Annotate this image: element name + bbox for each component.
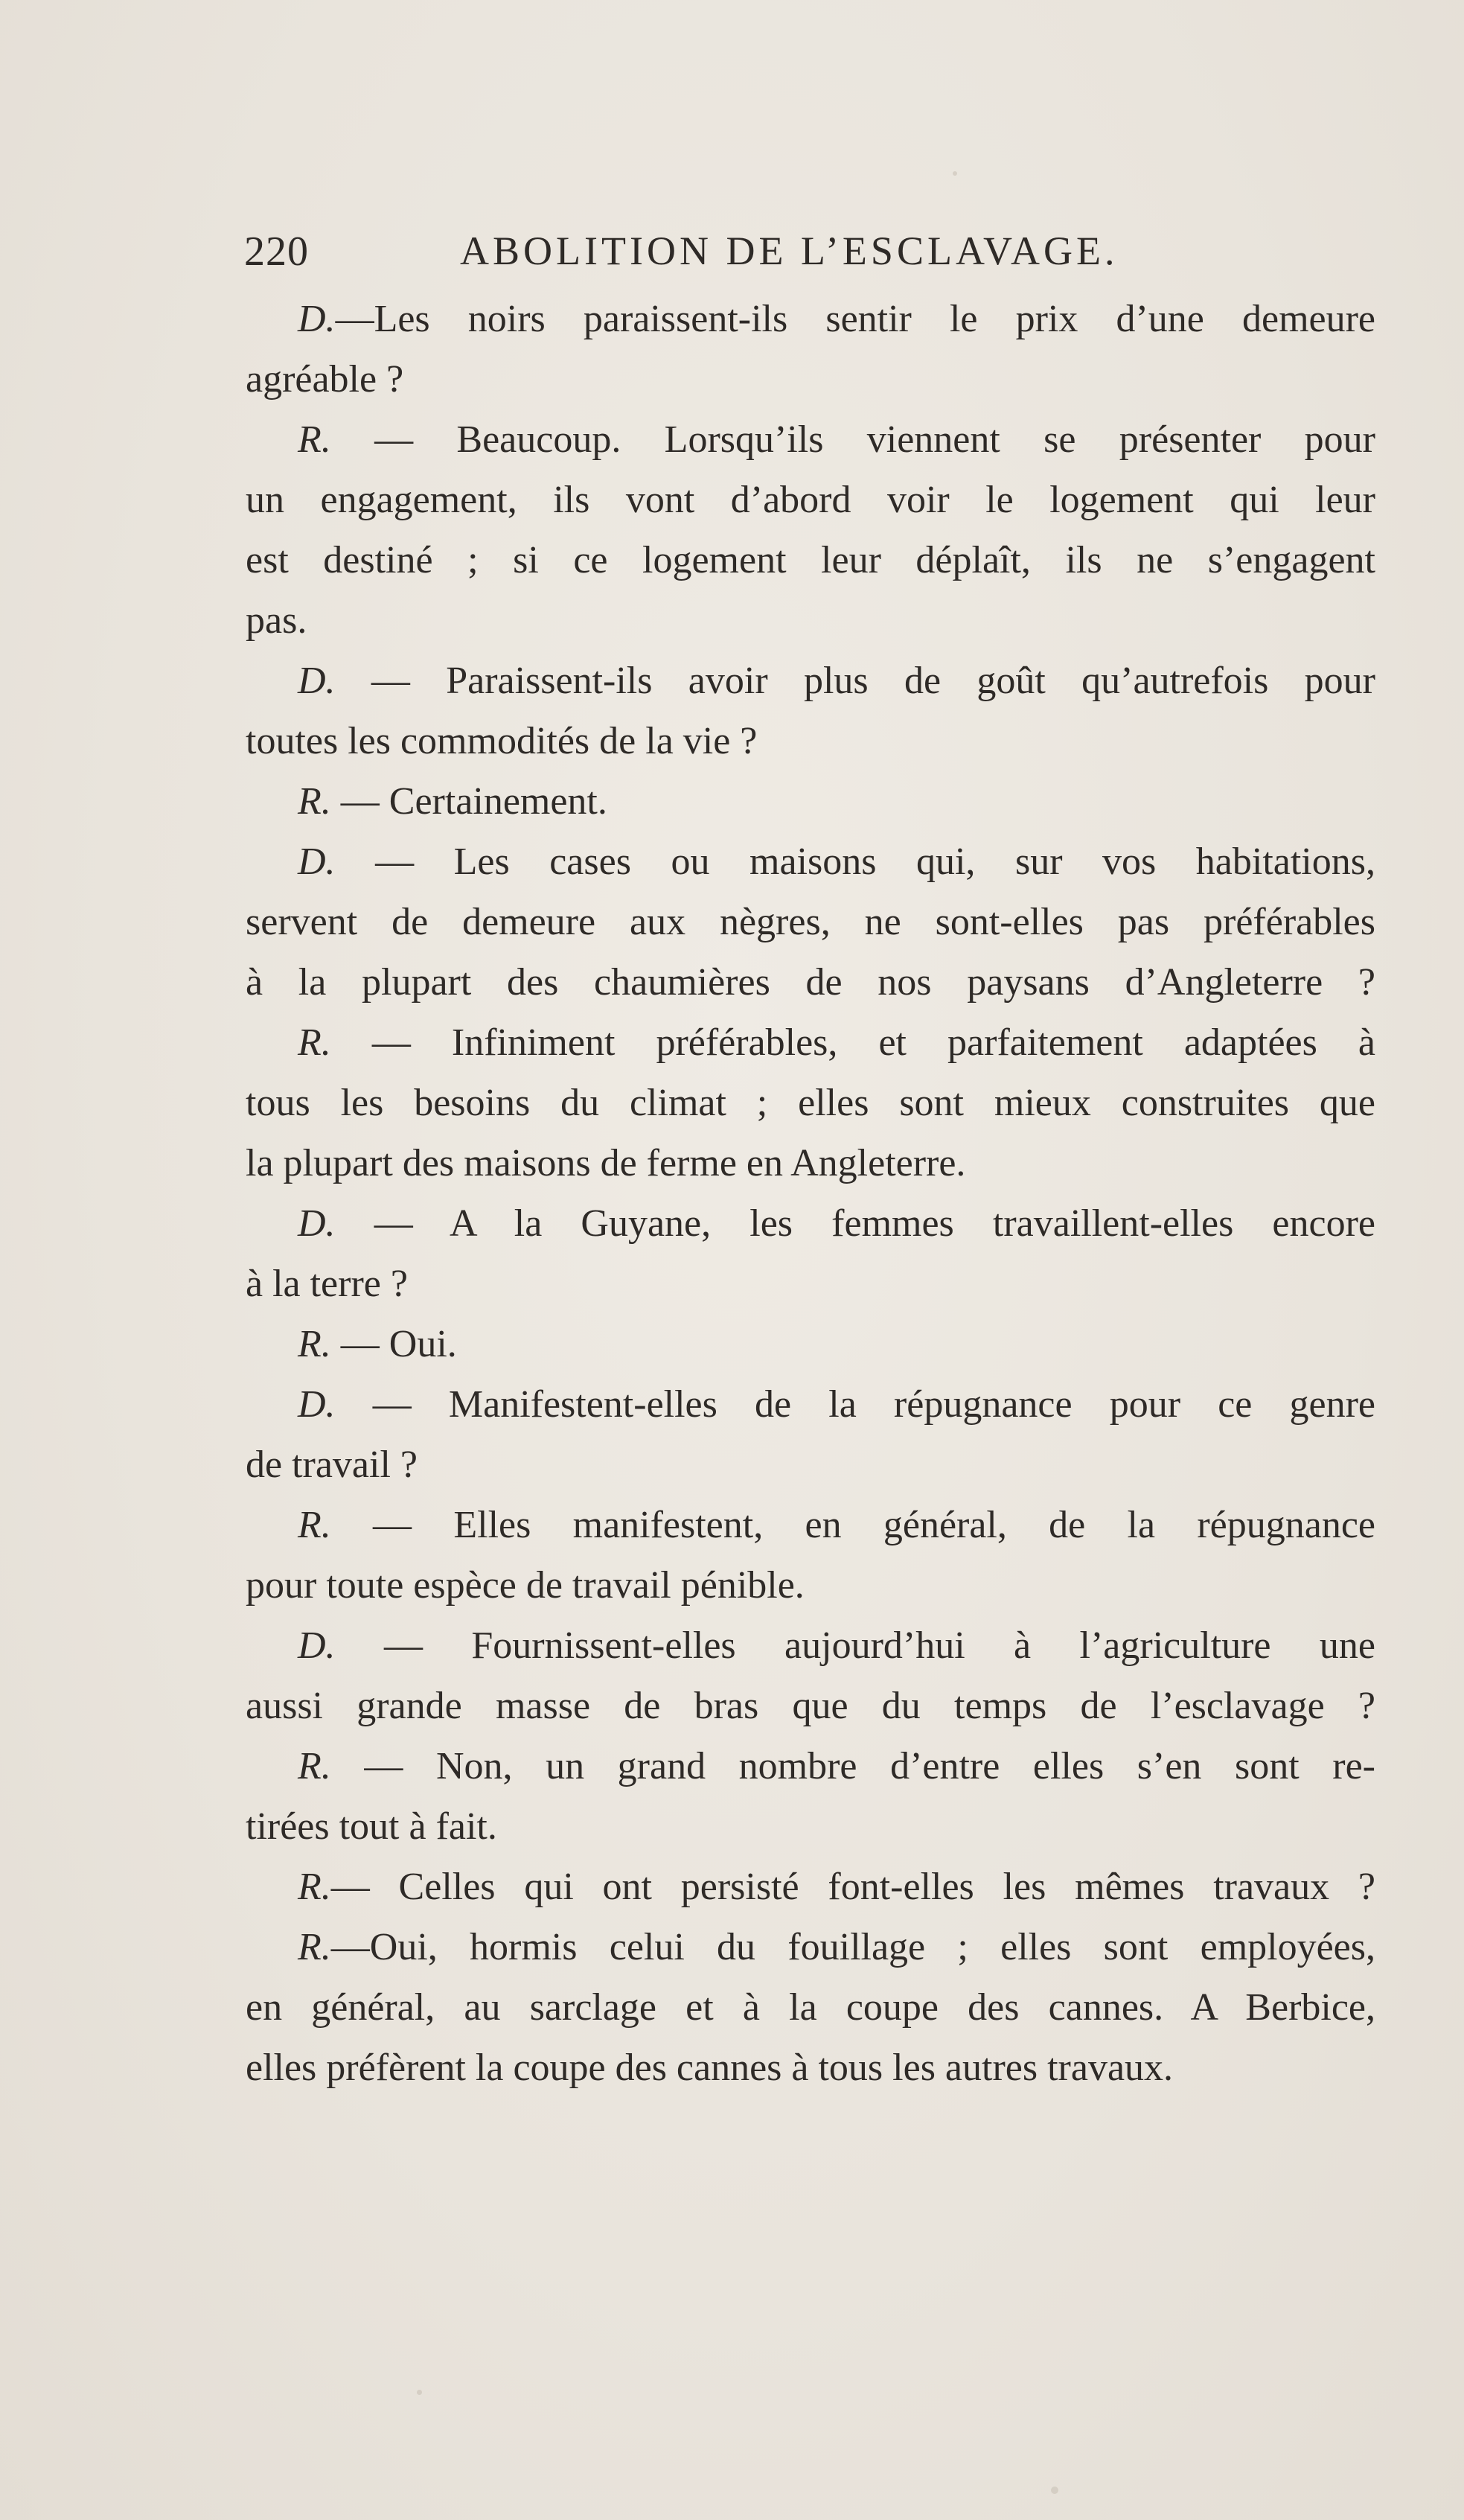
line-text: — Elles manifestent, en général, de la répugnance: [330, 1504, 1375, 1546]
page-header: [244, 228, 1167, 287]
text-line: [246, 771, 1375, 832]
text-line: [246, 952, 1375, 1012]
speaker-label: D.: [298, 298, 336, 340]
line-text: toutes les commodités de la vie ?: [246, 720, 758, 762]
text-line: [246, 1615, 1375, 1676]
text-line: [246, 1435, 1375, 1495]
line-text: agréable ?: [246, 358, 404, 401]
text-line: [246, 832, 1375, 892]
paper-speck: [953, 171, 957, 176]
line-text: — Beaucoup. Lorsqu’ils viennent se présenter pour: [330, 418, 1375, 461]
body-text: [246, 289, 1375, 2098]
text-line: [246, 1917, 1375, 1977]
line-text: — Manifestent-elles de la répugnance pour ce genre: [335, 1383, 1375, 1426]
line-text: — Non, un grand nombre d’entre elles s’en sont re-: [330, 1745, 1375, 1787]
line-text: — Celles qui ont persisté font-elles les mêmes travaux ?: [330, 1866, 1375, 1908]
line-text: tirées tout à fait.: [246, 1805, 497, 1848]
line-text: —Oui, hormis celui du fouillage ; elles sont employées,: [330, 1926, 1375, 1968]
text-line: [246, 1977, 1375, 2038]
line-text: — A la Guyane, les femmes travaillent-elles encore: [335, 1202, 1375, 1245]
speaker-label: R.: [298, 1926, 331, 1968]
speaker-label: R.: [298, 418, 331, 461]
text-line: [246, 349, 1375, 409]
text-line: [246, 711, 1375, 771]
paper-speck: [417, 2390, 422, 2395]
line-text: à la plupart des chaumières de nos paysans d’Angleterre ?: [246, 961, 1375, 1004]
line-text: en général, au sarclage et à la coupe des cannes. A Berbice,: [246, 1986, 1375, 2029]
text-line: [246, 1133, 1375, 1193]
speaker-label: R.: [298, 1323, 331, 1365]
line-text: elles préfèrent la coupe des cannes à tous les autres travaux.: [246, 2047, 1174, 2089]
speaker-label: D.: [298, 840, 336, 883]
line-text: de travail ?: [246, 1444, 418, 1486]
line-text: — Les cases ou maisons qui, sur vos habitations,: [335, 840, 1375, 883]
speaker-label: R.: [298, 1021, 331, 1064]
text-line: [246, 2038, 1375, 2098]
line-text: pour toute espèce de travail pénible.: [246, 1564, 805, 1607]
speaker-label: D.: [298, 1383, 336, 1426]
text-line: [246, 1736, 1375, 1796]
text-line: [246, 1495, 1375, 1555]
line-text: aussi grande masse de bras que du temps de l’esclavage ?: [246, 1685, 1375, 1727]
running-title: ABOLITION DE L’ESCLAVAGE.: [460, 229, 1119, 273]
line-text: — Paraissent-ils avoir plus de goût qu’autrefois pour: [335, 660, 1375, 702]
speaker-label: D.: [298, 1624, 336, 1667]
text-line: [246, 892, 1375, 952]
text-line: [246, 470, 1375, 530]
page-number: 220: [244, 229, 309, 275]
speaker-label: D.: [298, 660, 336, 702]
text-line: [246, 1073, 1375, 1133]
text-line: [246, 651, 1375, 711]
speaker-label: R.: [298, 1866, 331, 1908]
text-line: [246, 530, 1375, 590]
line-text: la plupart des maisons de ferme en Angleterre.: [246, 1142, 966, 1184]
text-line: [246, 1012, 1375, 1073]
speaker-label: R.: [298, 1504, 331, 1546]
text-line: [246, 1676, 1375, 1736]
text-line: [246, 1193, 1375, 1254]
line-text: — Certainement.: [330, 780, 607, 823]
line-text: —Les noirs paraissent-ils sentir le prix d’une demeure: [335, 298, 1375, 340]
text-line: [246, 409, 1375, 470]
text-line: [246, 1314, 1375, 1374]
line-text: — Infiniment préférables, et parfaitement adaptées à: [330, 1021, 1375, 1064]
text-line: [246, 1796, 1375, 1857]
line-text: tous les besoins du climat ; elles sont mieux construites que: [246, 1082, 1375, 1124]
text-line: [246, 1374, 1375, 1435]
speaker-label: R.: [298, 1745, 331, 1787]
line-text: — Oui.: [330, 1323, 457, 1365]
line-text: pas.: [246, 599, 307, 642]
text-line: [246, 1254, 1375, 1314]
speaker-label: R.: [298, 780, 331, 823]
text-line: [246, 289, 1375, 349]
line-text: un engagement, ils vont d’abord voir le logement qui leur: [246, 479, 1375, 521]
text-line: [246, 590, 1375, 651]
line-text: à la terre ?: [246, 1263, 408, 1305]
speaker-label: D.: [298, 1202, 336, 1245]
line-text: servent de demeure aux nègres, ne sont-elles pas préférables: [246, 901, 1375, 943]
line-text: — Fournissent-elles aujourd’hui à l’agriculture une: [335, 1624, 1375, 1667]
line-text: est destiné ; si ce logement leur déplaît, ils ne s’engagent: [246, 539, 1375, 581]
paper-speck: [1051, 2486, 1058, 2494]
text-line: [246, 1555, 1375, 1615]
text-line: [246, 1857, 1375, 1917]
